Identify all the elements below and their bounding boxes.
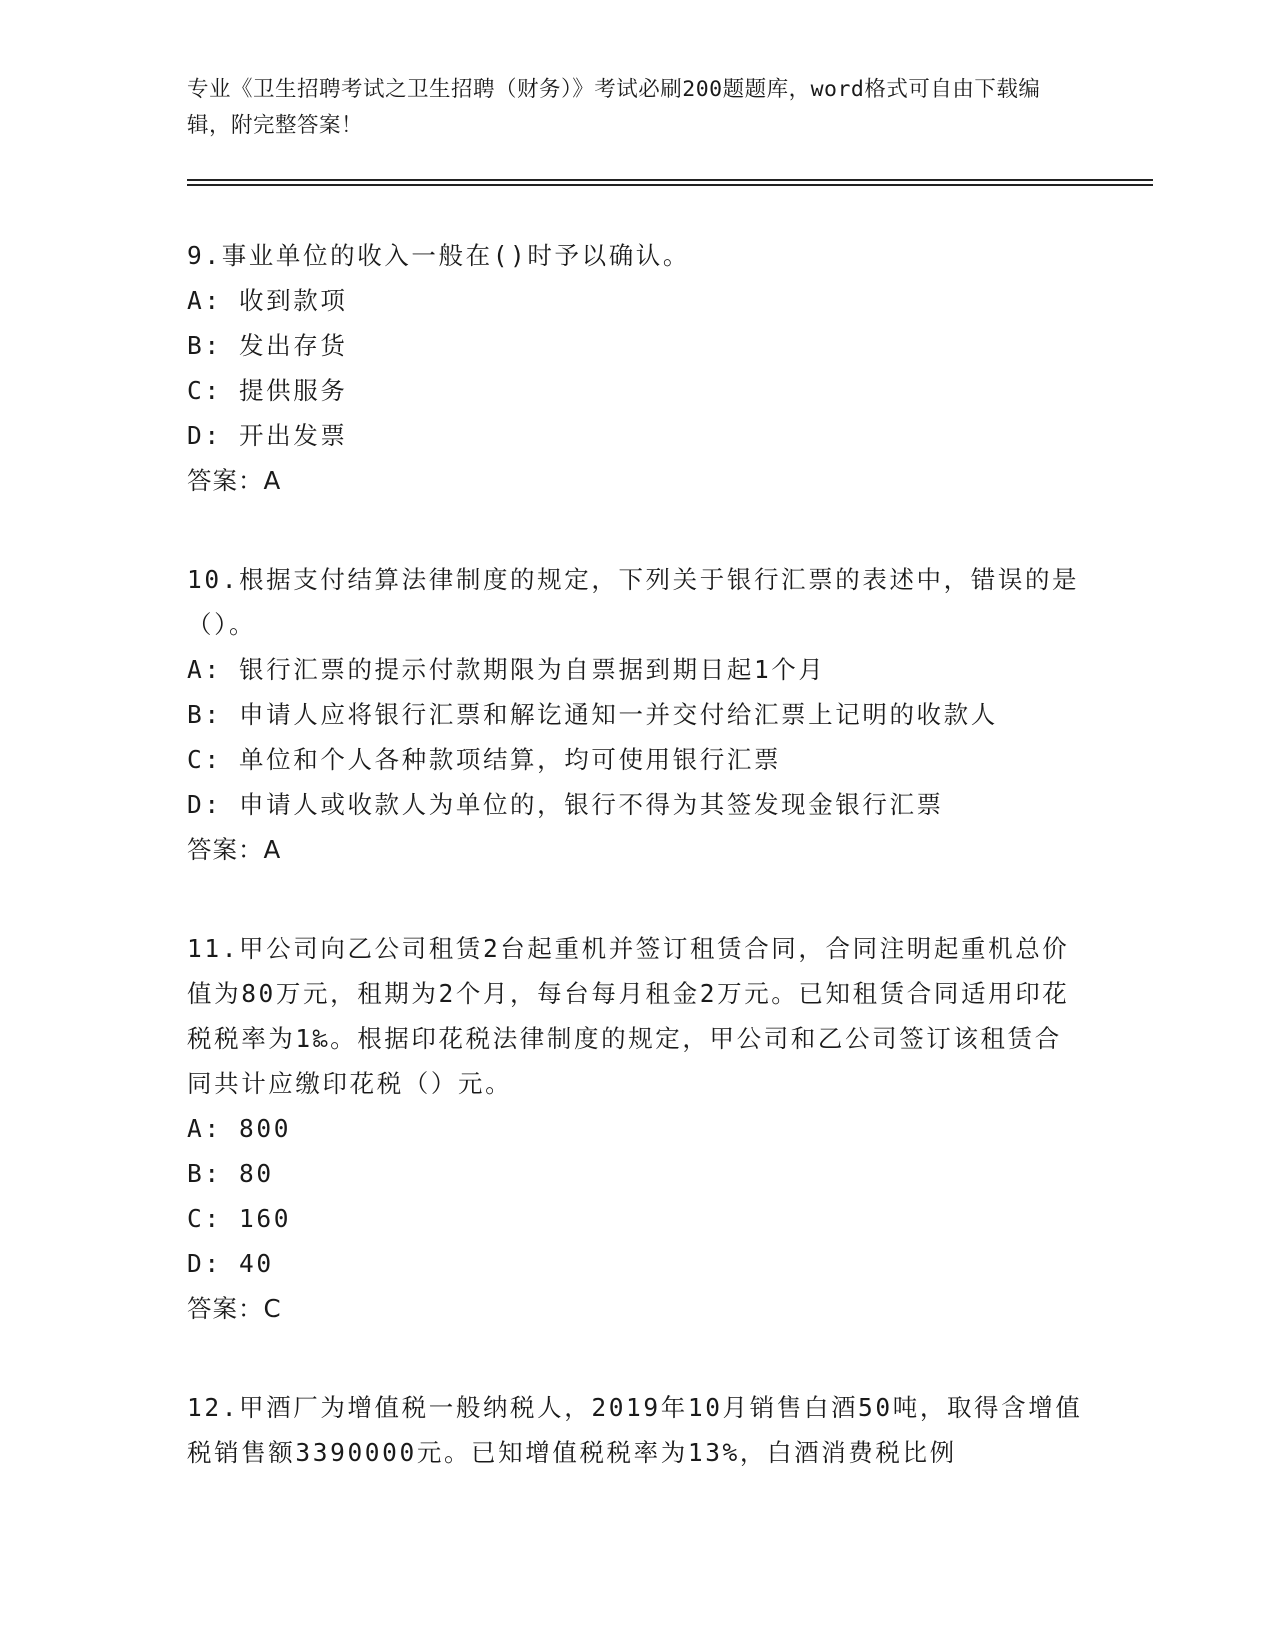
document-header: 专业《卫生招聘考试之卫生招聘（财务）》考试必刷200题题库，word格式可自由下载编辑，附完整答案！ [187,77,1041,138]
question-stem: 12.甲酒厂为增值税一般纳税人，2019年10月销售白酒50吨，取得含增值税销售额3390000元。已知增值税税率为13%，白酒消费税比例 [187,1393,1083,1467]
option-b: B: 申请人应将银行汇票和解讫通知一并交付给汇票上记明的收款人 [187,700,998,729]
header-divider-bottom [187,184,1153,186]
option-a: A: 银行汇票的提示付款期限为自票据到期日起1个月 [187,655,826,684]
answer-label: 答案：A [187,466,282,495]
question-stem: 9.事业单位的收入一般在()时予以确认。 [187,241,690,270]
option-b: B: 发出存货 [187,331,348,360]
answer-label: 答案：A [187,835,282,864]
question-9 [187,233,1087,503]
option-c: C: 单位和个人各种款项结算，均可使用银行汇票 [187,745,782,774]
option-d: D: 40 [187,1249,274,1278]
question-list [187,233,1087,1529]
answer-label: 答案：C [187,1294,282,1323]
question-stem: 11.甲公司向乙公司租赁2台起重机并签订租赁合同，合同注明起重机总价值为80万元，租期为2个月，每台每月租金2万元。已知租赁合同适用印花税税率为1‰。根据印花税法律制度的规定，甲公司和乙公司签订该租赁合同共计应缴印花税（）元。 [187,934,1070,1098]
question-stem: 10.根据支付结算法律制度的规定，下列关于银行汇票的表述中，错误的是（）。 [187,565,1080,639]
header-divider-top [187,179,1153,181]
option-d: D: 开出发票 [187,421,348,450]
option-c: C: 160 [187,1204,292,1233]
option-a: A: 收到款项 [187,286,348,315]
option-d: D: 申请人或收款人为单位的，银行不得为其签发现金银行汇票 [187,790,944,819]
option-b: B: 80 [187,1159,274,1188]
option-c: C: 提供服务 [187,376,348,405]
question-10 [187,557,1087,872]
option-a: A: 800 [187,1114,292,1143]
question-11 [187,926,1087,1331]
question-12 [187,1385,1087,1475]
